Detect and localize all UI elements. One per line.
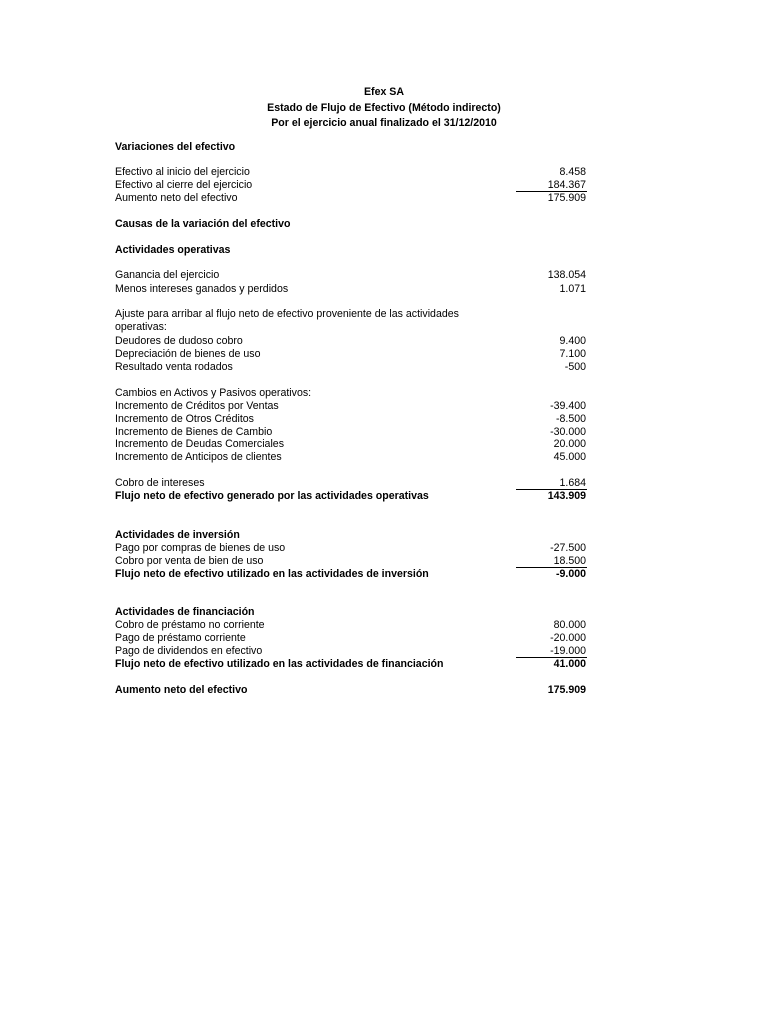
line-item: Cobro de préstamo no corriente 80.000 [115,619,586,631]
line-item: Incremento de Bienes de Cambio -30.000 [115,426,586,438]
company-name: Efex SA [363,86,405,98]
line-item: Menos intereses ganados y perdidos 1.071 [115,283,586,295]
line-item: Cobro por venta de bien de uso 18.500 [115,555,586,567]
line-item: Cobro de intereses 1.684 [115,477,586,489]
total-row-operativas: Flujo neto de efectivo generado por las actividades operativas 143.909 [115,490,586,502]
line-item: Pago de dividendos en efectivo -19.000 [115,645,586,657]
line-item: Incremento de Deudas Comerciales 20.000 [115,438,586,450]
section-heading-variaciones: Variaciones del efectivo [115,141,236,153]
line-item: Incremento de Créditos por Ventas -39.400 [115,400,586,412]
line-item: Efectivo al inicio del ejercicio 8.458 [115,166,586,178]
line-item: Ganancia del ejercicio 138.054 [115,269,586,281]
section-heading-financiacion: Actividades de financiación [115,606,255,618]
statement-title: Estado de Flujo de Efectivo (Método indirecto) [267,102,501,114]
section-heading-inversion: Actividades de inversión [115,529,240,541]
section-heading-operativas: Actividades operativas [115,244,231,256]
line-item: Pago por compras de bienes de uso -27.500 [115,542,586,554]
total-row-financiacion: Flujo neto de efectivo utilizado en las actividades de financiación 41.000 [115,658,586,670]
section-heading-causas: Causas de la variación del efectivo [115,218,291,230]
line-item: Efectivo al cierre del ejercicio 184.367 [115,179,586,191]
line-item: Incremento de Otros Créditos -8.500 [115,413,586,425]
adjustment-note: Ajuste para arribar al flujo neto de efectivo proveniente de las actividades operativas: [115,308,459,333]
line-item: Deudores de dudoso cobro 9.400 [115,335,586,347]
line-item: Depreciación de bienes de uso 7.100 [115,348,586,360]
total-row-inversion: Flujo neto de efectivo utilizado en las actividades de inversión -9.000 [115,568,586,580]
line-item: Pago de préstamo corriente -20.000 [115,632,586,644]
line-item: Incremento de Anticipos de clientes 45.000 [115,451,586,463]
changes-note: Cambios en Activos y Pasivos operativos: [115,387,312,399]
line-item: Aumento neto del efectivo 175.909 [115,192,586,204]
final-total-row: Aumento neto del efectivo 175.909 [115,684,586,696]
statement-period: Por el ejercicio anual finalizado el 31/12/2010 [271,117,497,129]
line-item: Resultado venta rodados -500 [115,361,586,373]
